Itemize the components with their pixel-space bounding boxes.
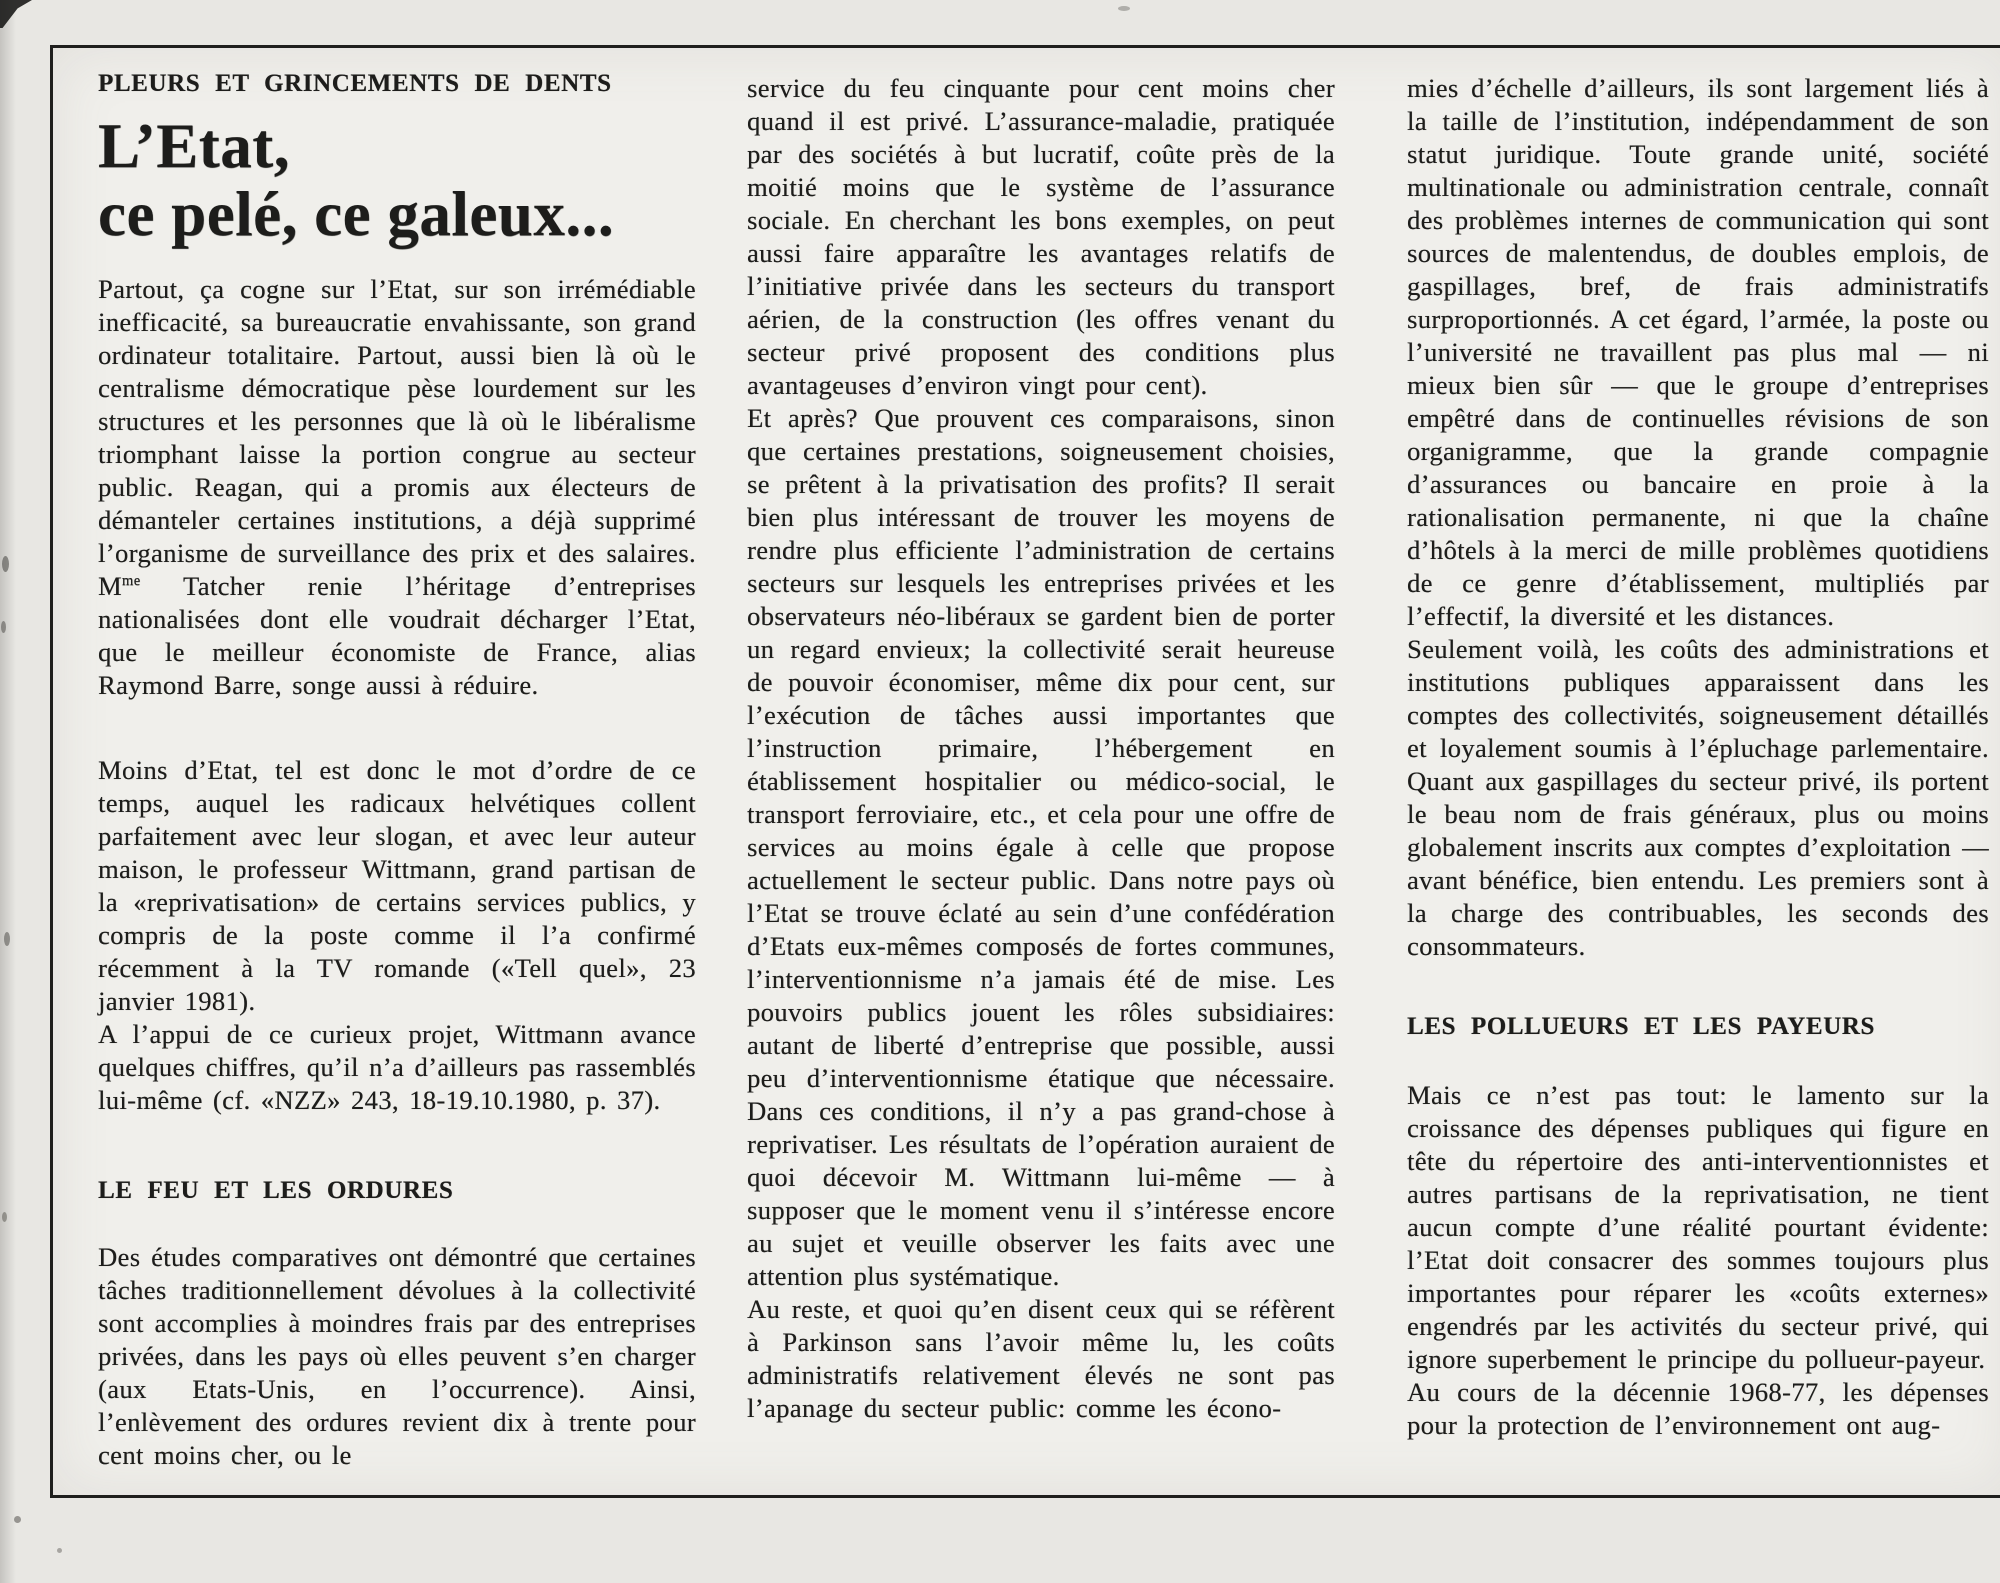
scan-speck: [57, 1548, 62, 1553]
article-title: [98, 112, 696, 248]
scan-corner-artifact: [0, 0, 32, 28]
paragraph-intro-part-1: Partout, ça cogne sur l’Etat, sur son irrémédiable inefficacité, sa bureaucratie envahissante, son grand ordinateur totalitaire. Partout, aussi bien là où le centralisme démocratique pèse lourdement sur les structures et les personnes que là où le libéralisme triomphant laisse la portion congrue au secteur public. Reagan, qui a promis aux électeurs de démanteler certaines institutions, a déjà supprimé l’organisme de surveillance des prix et des salaires. M: [98, 274, 696, 601]
scan-speck: [2, 1212, 7, 1222]
paragraph-mais-ce-nest-pas-tout: Mais ce n’est pas tout: le lamento sur la croissance des dépenses publiques qui figure en tête du répertoire des anti-interventionnistes et autres partisans de la reprivatisation, ne tient aucun compte d’une réalité pourtant évidente: l’Etat doit consacrer des sommes toujours plus importantes pour réparer les «coûts externes» engendrés par les activités du secteur privé, qui ignore superbement le principe du pollueur-payeur.: [1407, 1080, 1989, 1374]
paragraph-et-apres: Et après? Que prouvent ces comparaisons, sinon que certaines prestations, soigneusement choisies, se prêtent à la privatisation des profits? Il serait bien plus intéressant de trouver les moyens de rendre plus efficiente l’administration de certains secteurs sur lesquels les entreprises privées et les observateurs néo-libéraux se gardent bien de porter un regard envieux; la collectivité serait heureuse de pouvoir économiser, même dix pour cent, sur l’exécution de tâches aussi importantes que l’instruction primaire, l’hébergement en établissement hospitalier ou médico-social, le transport ferroviaire, etc., et cela pour une offre de services au moins égale à celle que propose actuellement le secteur public. Dans notre pays où l’Etat se trouve éclaté au sein d’une confédération d’Etats eux-mêmes composés de fortes communes, l’interventionnisme n’a jamais été de mise. Les pouvoirs publics jouent les rôles subsidiaires: autant de liberté d’entreprise que possible, aussi peu d’interventionnisme étatique que nécessaire. Dans ces conditions, il n’y a pas grand-chose à reprivatiser. Les résultats de l’opération auraient de quoi décevoir M. Wittmann lui-même — à supposer que le moment venu il s’intéresse encore au sujet et veuille observer les faits avec une attention plus systématique.: [747, 403, 1335, 1291]
kicker: PLEURS ET GRINCEMENTS DE DENTS: [98, 70, 612, 97]
paragraph-au-cours-decennie: Au cours de la décennie 1968-77, les dépenses pour la protection de l’environnement ont aug-: [1407, 1377, 1989, 1440]
scan-speck: [1118, 6, 1130, 11]
section-heading-feu-ordures: LE FEU ET LES ORDURES: [98, 1177, 454, 1204]
paragraph-intro-part-2: Tatcher renie l’héritage d’entreprises nationalisées dont elle voudrait décharger l’Etat, que le meilleur économiste de France, alias Raymond Barre, songe aussi à réduire.: [98, 571, 696, 700]
paragraph-seulement-voila: Seulement voilà, les coûts des administrations et institutions publiques apparaissent dans les comptes des collectivités, soigneusement détaillés et loyalement soumis à l’épluchage parlementaire. Quant aux gaspillages du secteur privé, ils portent le beau nom de frais généraux, plus ou moins globalement inscrits aux comptes d’exploitation — avant bénéfice, bien entendu. Les premiers sont à la charge des contribuables, les seconds des consommateurs.: [1407, 634, 1989, 961]
article-frame: [50, 45, 2000, 1498]
paragraph-economies-echelle: mies d’échelle d’ailleurs, ils sont largement liés à la taille de l’institution, indépendamment de son statut juridique. Toute grande unité, société multinationale ou administration centrale, connaît des problèmes internes de communication qui sont sources de malentendus, de doubles emplois, de gaspillages, bref, de frais administratifs surproportionnés. A cet égard, l’armée, la poste ou l’université ne travaillent pas plus mal — ni mieux bien sûr — que le groupe d’entreprises empêtré dans de continuelles révisions de son organigramme, que la grande compagnie d’assurances ou bancaire en proie à la rationalisation permanente, ni que la chaîne d’hôtels à la merci de mille problèmes quotidiens de ce genre d’établissement, multipliés par l’effectif, la diversité et les distances.: [1407, 73, 1989, 631]
title-line-1: L’Etat,: [98, 111, 290, 181]
paragraph-service-feu: service du feu cinquante pour cent moins cher quand il est privé. L’assurance-maladie, pratiquée par des sociétés à but lucratif, coûte près de la moitié moins que le système de l’assurance sociale. En cherchant les bons exemples, on peut aussi faire apparaître les avantages relatifs de l’initiative privée dans les secteurs du transport aérien, de la construction (les offres venant du secteur privé proposent des conditions plus avantageuses d’environ vingt pour cent).: [747, 73, 1335, 400]
paragraph-etudes: Des études comparatives ont démontré que certaines tâches traditionnellement dévolues à la collectivité sont accomplies à moindres frais par des entreprises privées, dans les pays où elles peuvent s’en charger (aux Etats-Unis, en l’occurrence). Ainsi, l’enlèvement des ordures revient dix à trente pour cent moins cher, ou le: [98, 1242, 696, 1470]
scan-speck: [2, 556, 9, 572]
scan-speck: [14, 1516, 21, 1523]
paragraph-moins-detat: Moins d’Etat, tel est donc le mot d’ordre de ce temps, auquel les radicaux helvétiques collent parfaitement avec leur slogan, et avec leur auteur maison, le professeur Wittmann, grand partisan de la «reprivatisation» de certains services publics, y compris de la poste comme il l’a confirmé récemment à la TV romande («Tell quel», 23 janvier 1981).: [98, 755, 696, 1016]
column-1: [98, 64, 696, 1472]
title-line-2: ce pelé, ce galeux...: [98, 179, 615, 249]
scan-speck: [4, 932, 10, 946]
scan-edge-shadow: [0, 0, 16, 1583]
column-2: [747, 72, 1335, 1425]
column-3: [1407, 72, 1989, 1442]
paragraph-appui: A l’appui de ce curieux projet, Wittmann avance quelques chiffres, qu’il n’a d’ailleurs pas rassemblés lui-même (cf. «NZZ» 243, 18-19.10.1980, p. 37).: [98, 1019, 696, 1115]
paragraph-intro: [98, 273, 696, 702]
scan-speck: [1, 621, 6, 633]
section-heading-pollueurs-payeurs: LES POLLUEURS ET LES PAYEURS: [1407, 1013, 1875, 1040]
superscript-me: me: [121, 573, 141, 590]
paragraph-au-reste: Au reste, et quoi qu’en disent ceux qui se réfèrent à Parkinson sans l’avoir même lu, les coûts administratifs relativement élevés ne sont pas l’apanage du secteur public: comme les écono-: [747, 1294, 1335, 1423]
